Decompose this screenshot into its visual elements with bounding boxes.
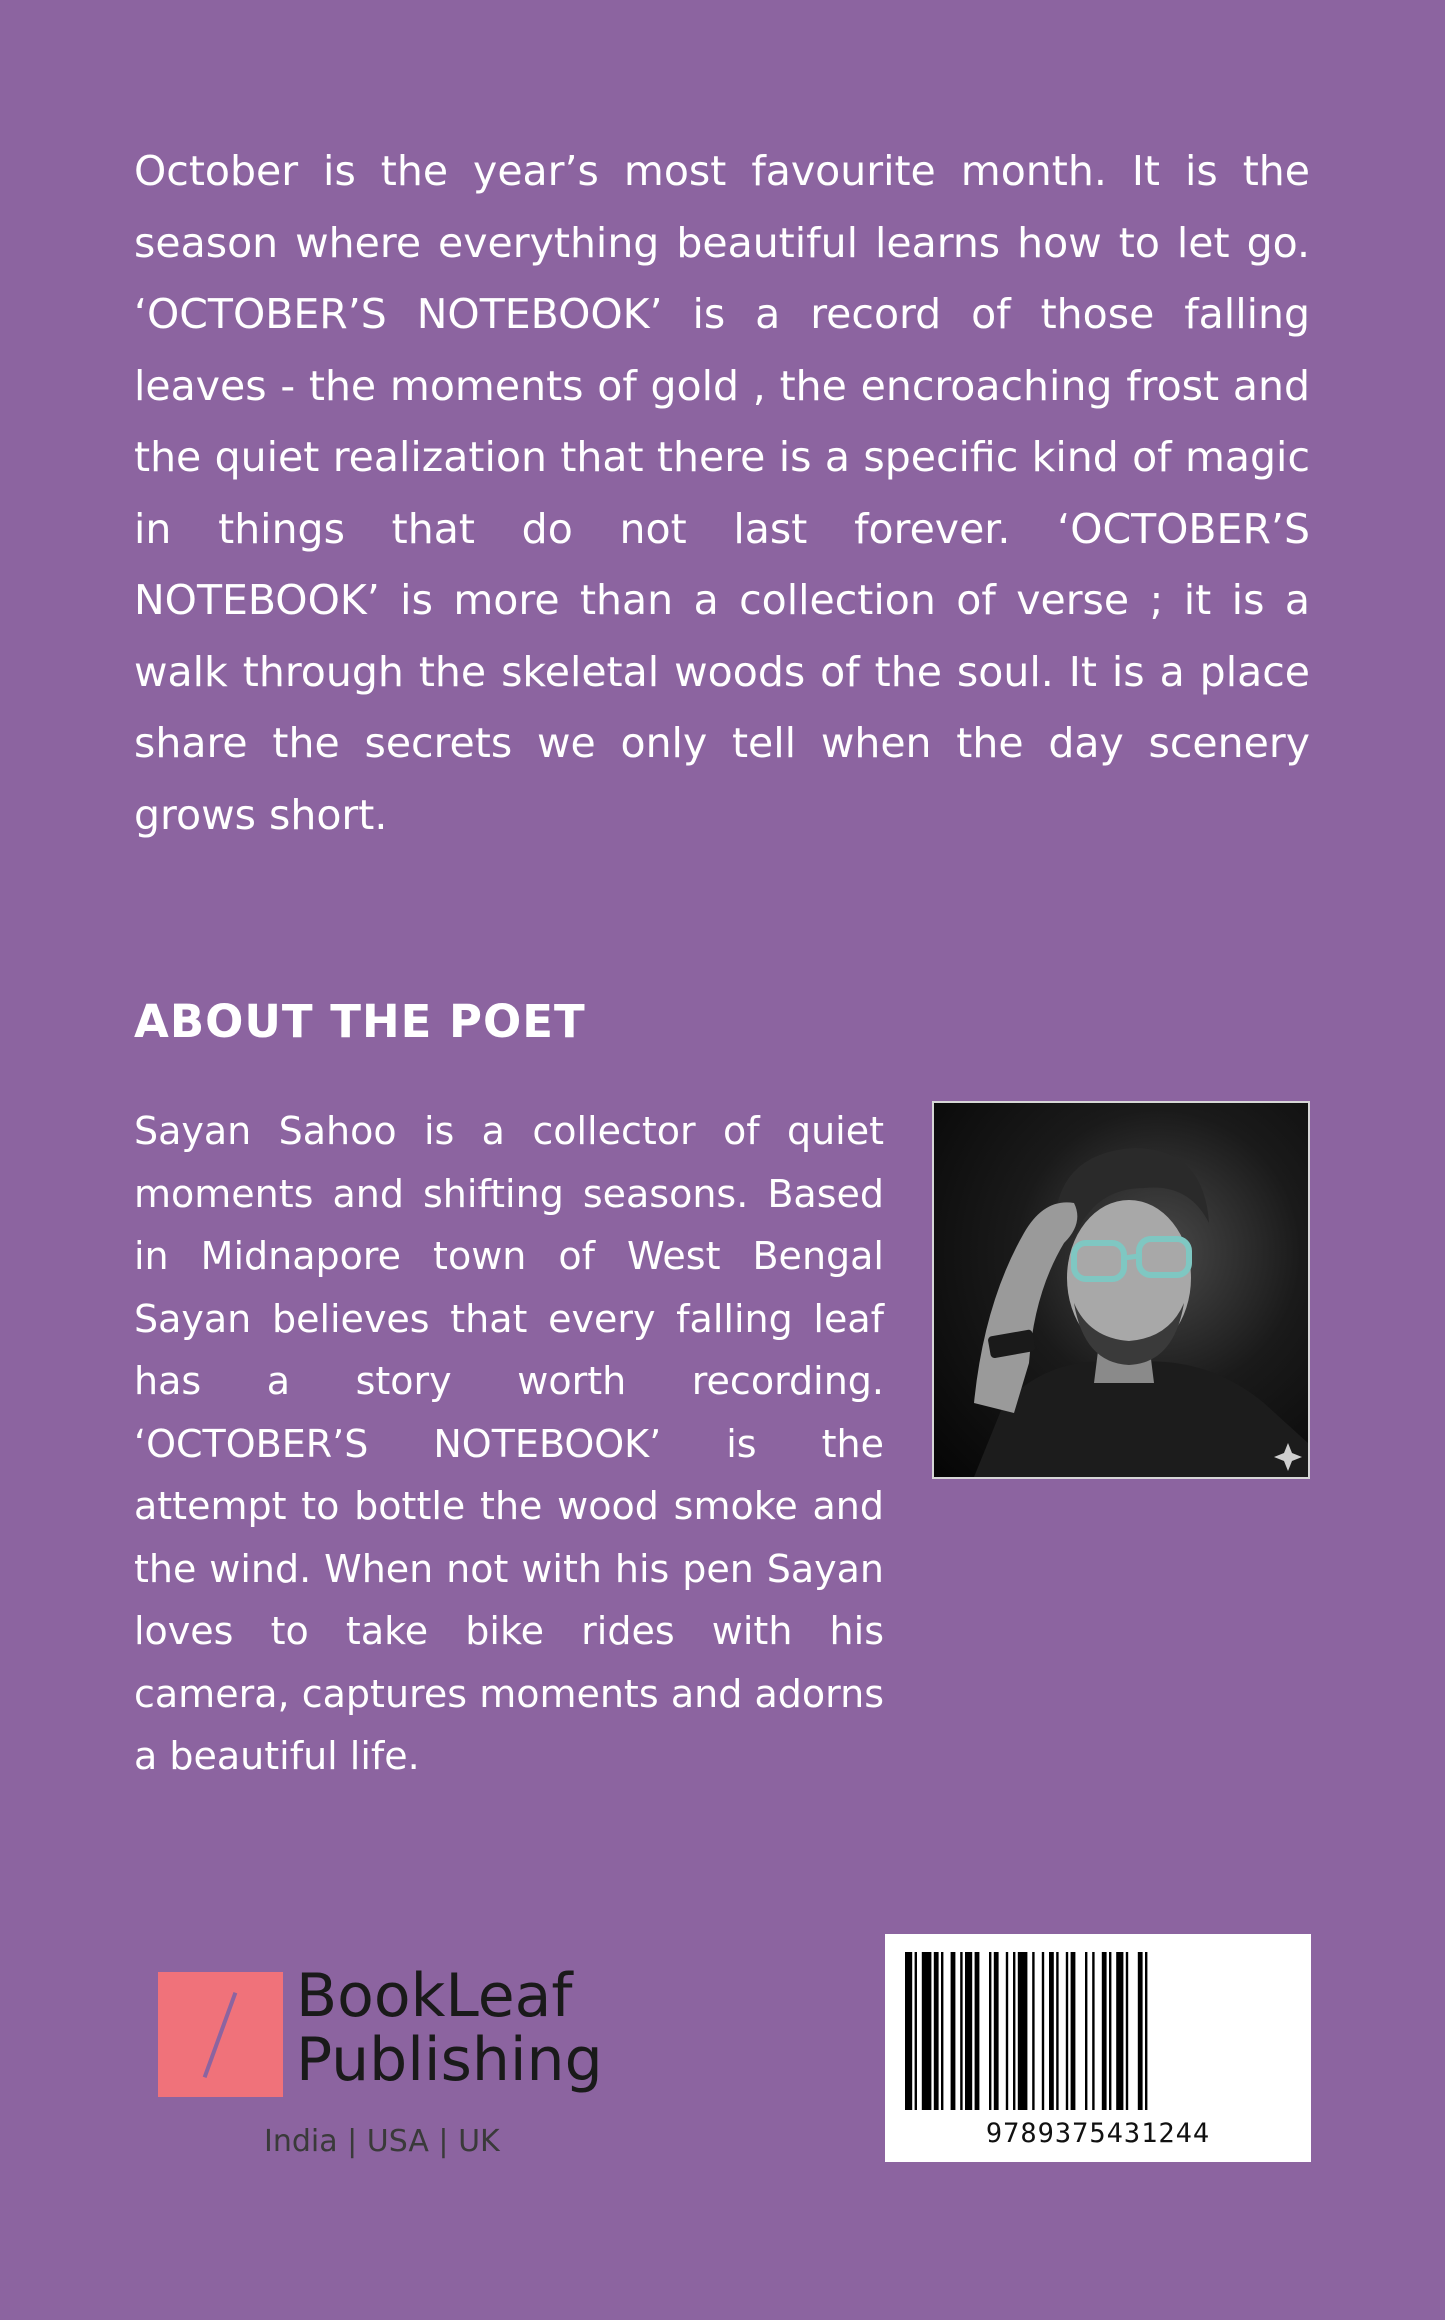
barcode-bar bbox=[1085, 1952, 1087, 2110]
barcode-bar bbox=[1138, 1952, 1143, 2110]
barcode-bar bbox=[965, 1952, 972, 2110]
barcode-bar bbox=[1126, 1952, 1128, 2110]
about-poet-heading: ABOUT THE POET bbox=[134, 995, 586, 1048]
barcode-bar bbox=[1071, 1952, 1076, 2110]
isbn-number: 9789375431244 bbox=[985, 2118, 1211, 2149]
barcode-bar bbox=[922, 1952, 932, 2110]
barcode-bar bbox=[951, 1952, 956, 2110]
book-blurb: October is the year’s most favourite month. It is the season where everything beautiful learns how to let go. ‘OCTOBER’S NOTEBOOK’ is a record of those falling leaves - the moments of gold , the encroaching frost and the quiet realization that there is a specific kind of magic in things that do not last forever. ‘OCTOBER’S NOTEBOOK’ is more than a collection of verse ; it is a walk through the skeletal woods of the soul. It is a place share the secrets we only tell when the day scenery grows short. bbox=[134, 147, 1310, 839]
barcode-bar bbox=[934, 1952, 939, 2110]
barcode-bar bbox=[1006, 1952, 1008, 2110]
publisher-name bbox=[296, 1961, 603, 2095]
barcode-bar bbox=[941, 1952, 943, 2110]
barcode-bar bbox=[994, 1952, 999, 2110]
publisher-name-line1: BookLeaf bbox=[296, 1961, 573, 2031]
barcode-bar bbox=[1066, 1952, 1068, 2110]
publisher-regions: India | USA | UK bbox=[264, 2124, 500, 2159]
barcode-bar bbox=[989, 1952, 991, 2110]
barcode-bars bbox=[903, 1952, 1293, 2112]
barcode-bar bbox=[905, 1952, 912, 2110]
barcode-bar bbox=[960, 1952, 962, 2110]
logo-slash-mark bbox=[203, 1992, 238, 2078]
barcode-bar bbox=[1049, 1952, 1054, 2110]
barcode-bar bbox=[1145, 1952, 1147, 2110]
barcode-bar bbox=[1116, 1952, 1123, 2110]
barcode-bar bbox=[975, 1952, 980, 2110]
barcode-bar bbox=[1032, 1952, 1034, 2110]
barcode-bar bbox=[1102, 1952, 1107, 2110]
poet-bio: Sayan Sahoo is a collector of quiet moments and shifting seasons. Based in Midnapore town of West Bengal Sayan believes that every falling leaf has a story worth recording. ‘OCTOBER’S NOTEBOOK’ is the attempt to bottle the wood smoke and the wind. When not with his pen Sayan loves to take bike rides with his camera, captures moments and adorns a beautiful life. bbox=[134, 1109, 884, 1778]
publisher-name-line2: Publishing bbox=[296, 2025, 603, 2095]
barcode-bar bbox=[1109, 1952, 1111, 2110]
barcode-bar bbox=[1056, 1952, 1058, 2110]
bookleaf-logo bbox=[158, 1972, 283, 2097]
barcode-bar bbox=[915, 1952, 917, 2110]
barcode-bar bbox=[1092, 1952, 1094, 2110]
barcode-bar bbox=[1018, 1952, 1028, 2110]
barcode-bar bbox=[1042, 1952, 1044, 2110]
barcode-bar bbox=[1013, 1952, 1015, 2110]
poet-portrait-photo bbox=[932, 1101, 1310, 1479]
isbn-barcode bbox=[885, 1934, 1311, 2162]
